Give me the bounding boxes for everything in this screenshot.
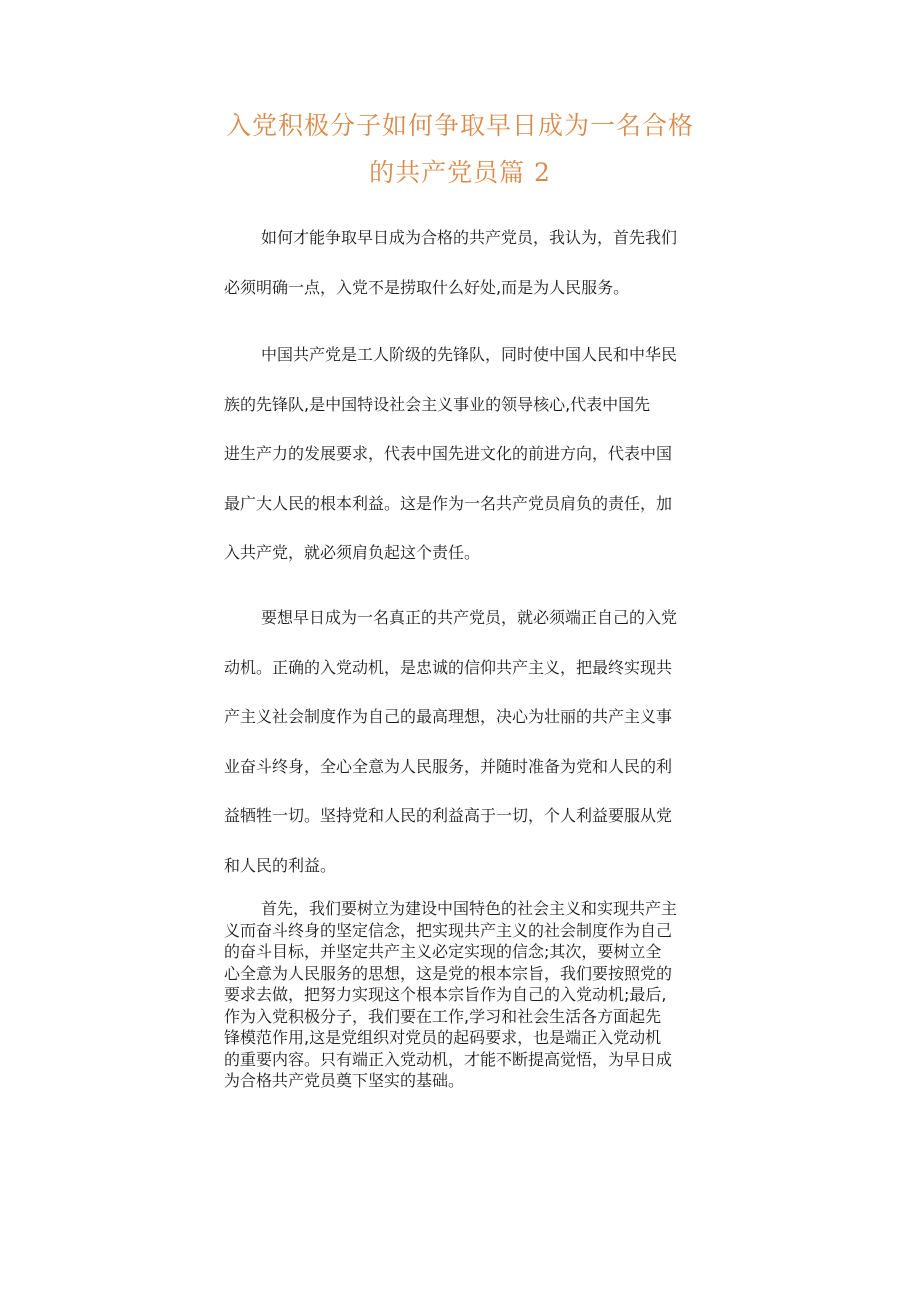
paragraph-line: 益牺牲一切。坚持党和人民的利益高于一切，个人利益要服从党: [224, 806, 673, 825]
paragraph-line: 锋模范作用,这是党组织对党员的起码要求，也是端正入党动机: [224, 1028, 662, 1047]
paragraph-line: 义而奋斗终身的坚定信念，把实现共产主义的社会制度作为自己: [224, 920, 673, 940]
paragraph-line: 首先，我们要树立为建设中国特色的社会主义和实现共产主: [261, 899, 678, 918]
paragraph-line: 业奋斗终身，全心全意为人民服务，并随时准备为党和人民的利: [224, 756, 673, 776]
paragraph-line: 要求去做，把努力实现这个根本宗旨作为自己的入党动机;最后,: [224, 985, 667, 1004]
paragraph-line: 中国共产党是工人阶级的先锋队，同时使中国人民和中华民: [261, 345, 678, 364]
document-title-line-2: 的共产党员篇 2: [369, 158, 551, 187]
paragraph-line: 和人民的利益。: [224, 855, 337, 875]
paragraph-line: 为合格共产党员奠下坚实的基础。: [224, 1071, 465, 1090]
paragraph-line: 动机。正确的入党动机，是忠诚的信仰共产主义，把最终实现共: [224, 657, 673, 677]
paragraph-2: [224, 345, 704, 593]
paragraph-line: 进生产力的发展要求，代表中国先进文化的前进方向，代表中国: [224, 444, 673, 463]
paragraph-line: 入共产党，就必须肩负起这个责任。: [224, 543, 481, 562]
paragraph-line: 最广大人民的根本利益。这是作为一名共产党员肩负的责任，加: [224, 493, 673, 513]
paragraph-line: 作为入党积极分子，我们要在工作,学习和社会生活各方面起先: [224, 1006, 662, 1026]
paragraph-3: [224, 608, 704, 905]
document-title-line-1: 入党积极分子如何争取早日成为一名合格: [225, 111, 694, 140]
paragraph-line: 的重要内容。只有端正入党动机，才能不断提高觉悟，为早日成: [224, 1049, 673, 1069]
paragraph-line: 要想早日成为一名真正的共产党员，就必须端正自己的入党: [261, 608, 678, 627]
paragraph-line: 如何才能争取早日成为合格的共产党员，我认为，首先我们: [261, 228, 678, 247]
paragraph-line: 产主义社会制度作为自己的最高理想，决心为壮丽的共产主义事: [224, 707, 673, 726]
paragraph-line: 族的先锋队,是中国特设社会主义事业的领导核心,代表中国先: [224, 394, 651, 414]
paragraph-1: [224, 228, 704, 327]
paragraph-line: 的奋斗目标，并坚定共产主义必定实现的信念;其次，要树立全: [224, 942, 662, 961]
paragraph-4: [224, 898, 704, 1092]
paragraph-line: 心全意为人民服务的思想，这是党的根本宗旨，我们要按照党的: [224, 963, 673, 983]
paragraph-line: 必须明确一点，入党不是捞取什么好处,而是为人民服务。: [224, 277, 630, 297]
